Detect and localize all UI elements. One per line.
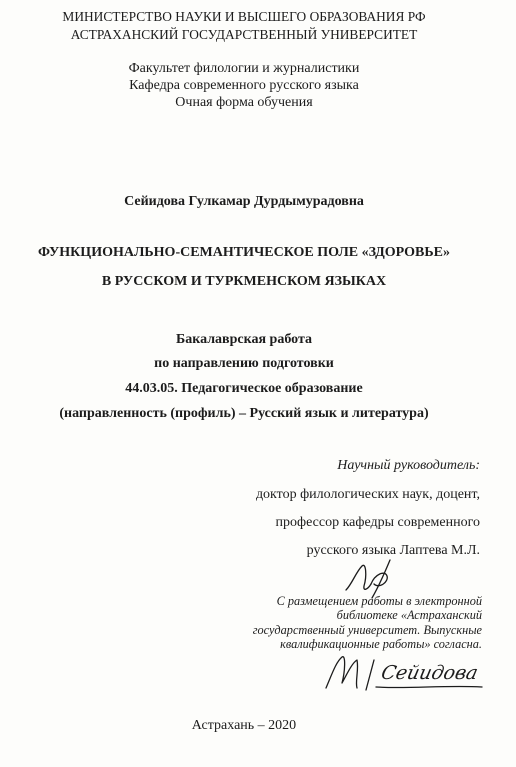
ministry-line: МИНИСТЕРСТВО НАУКИ И ВЫСШЕГО ОБРАЗОВАНИЯ РФ: [62, 9, 426, 24]
university-line: АСТРАХАНСКИЙ ГОСУДАРСТВЕННЫЙ УНИВЕРСИТЕТ: [70, 27, 418, 42]
student-signature-text: Сейидова: [379, 661, 481, 684]
consent-line: библиотеке «Астраханский: [336, 608, 482, 623]
direction-code: 44.03.05. Педагогическое образование: [125, 381, 363, 396]
direction-label: по направлению подготовки: [154, 356, 334, 371]
student-signature: [318, 652, 484, 696]
consent-line: квалификационные работы» согласна.: [280, 637, 482, 652]
consent-note: [253, 594, 482, 652]
supervisor-degree: доктор филологических наук, доцент,: [255, 487, 480, 502]
author-name: Сейидова Гулкамар Дурдымурадовна: [124, 194, 364, 209]
study-form-line: Очная форма обучения: [175, 95, 313, 110]
thesis-title-line-1: ФУНКЦИОНАЛЬНО-СЕМАНТИЧЕСКОЕ ПОЛЕ «ЗДОРОВЬЕ»: [38, 245, 450, 260]
department-line: Кафедра современного русского языка: [129, 78, 359, 93]
consent-line: С размещением работы в электронной: [276, 594, 482, 608]
consent-line: государственный университет. Выпускные: [252, 622, 482, 637]
direction-profile: (направленность (профиль) – Русский язык и литература): [59, 406, 429, 421]
supervisor-label: Научный руководитель:: [337, 458, 480, 473]
work-type: Бакалаврская работа: [175, 332, 313, 347]
city-year: Астрахань – 2020: [191, 718, 297, 733]
supervisor-position: профессор кафедры современного: [275, 515, 480, 530]
faculty-line: Факультет филологии и журналистики: [128, 61, 360, 76]
supervisor-department-name: русского языка Лаптева М.Л.: [306, 543, 480, 558]
thesis-title-line-2: В РУССКОМ И ТУРКМЕНСКОМ ЯЗЫКАХ: [101, 274, 387, 289]
